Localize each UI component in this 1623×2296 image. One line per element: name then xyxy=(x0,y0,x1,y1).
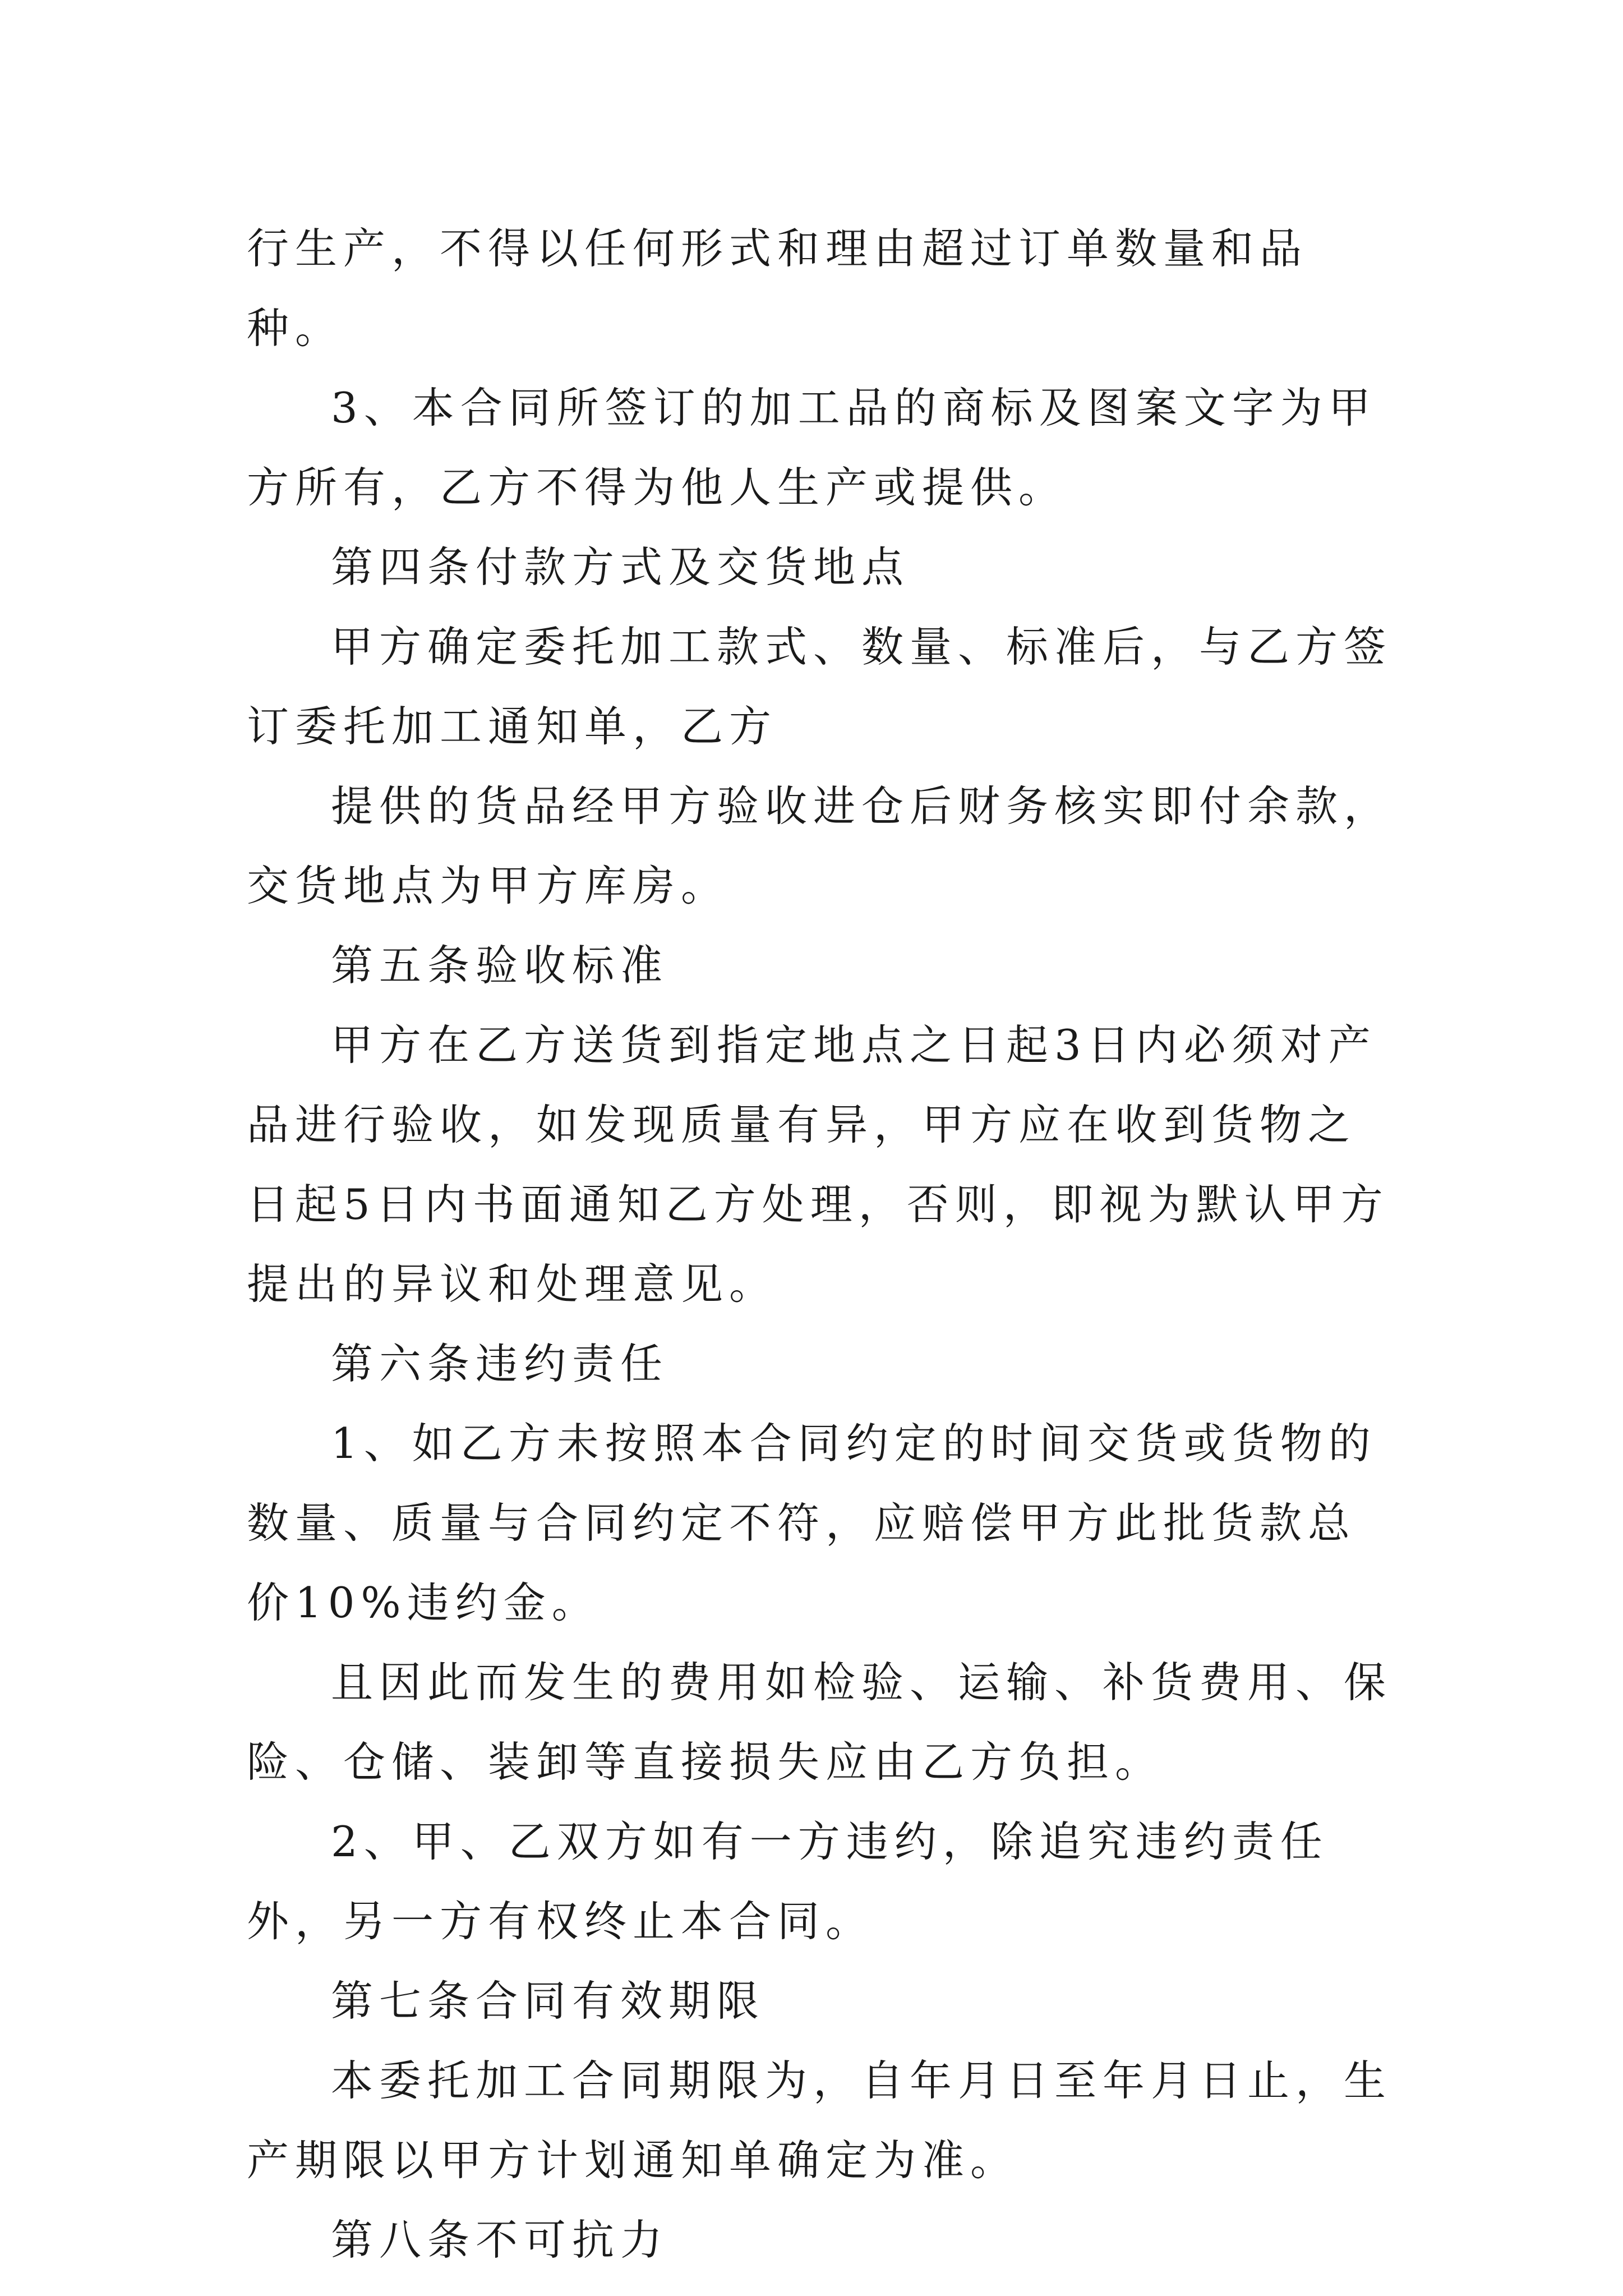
document-body xyxy=(247,209,1396,2280)
paragraph-delivery-location: 提供的货品经甲方验收进仓后财务核实即付余款，交货地点为甲方库房。 xyxy=(247,781,1393,910)
heading-article-4-payment: 第四条付款方式及交货地点 xyxy=(331,542,910,592)
heading-article-5-acceptance: 第五条验收标准 xyxy=(331,941,669,990)
paragraph-liability-costs: 且因此而发生的费用如检验、运输、补货费用、保险、仓储、装卸等直接损失应由乙方负担。 xyxy=(247,1658,1393,1787)
paragraph-liability-clause-1: 1、如乙方未按照本合同约定的时间交货或货物的数量、质量与合同约定不符，应赔偿甲方此批货款总价10%违约金。 xyxy=(247,1419,1377,1627)
heading-article-7-term: 第七条合同有效期限 xyxy=(331,1976,766,2026)
heading-article-8-force-majeure: 第八条不可抗力 xyxy=(331,2215,669,2265)
paragraph-production-continuation: 行生产，不得以任何形式和理由超过订单数量和品种。 xyxy=(247,224,1308,353)
paragraph-liability-clause-2: 2、甲、乙双方如有一方违约，除追究违约责任外，另一方有权终止本合同。 xyxy=(247,1817,1329,1946)
paragraph-acceptance-terms: 甲方在乙方送货到指定地点之日起3日内必须对产品进行验收，如发现质量有异，甲方应在收到货物之日起5日内书面通知乙方处理，否则，即视为默认甲方提出的异议和处理意见。 xyxy=(247,1020,1389,1309)
paragraph-payment-notice: 甲方确定委托加工款式、数量、标准后，与乙方签订委托加工通知单，乙方 xyxy=(247,622,1393,751)
heading-article-6-liability: 第六条违约责任 xyxy=(331,1339,669,1388)
paragraph-contract-term: 本委托加工合同期限为，自年月日至年月日止，生产期限以甲方计划通知单确定为准。 xyxy=(247,2056,1393,2185)
paragraph-clause-3-trademark: 3、本合同所签订的加工品的商标及图案文字为甲方所有，乙方不得为他人生产或提供。 xyxy=(247,383,1377,512)
